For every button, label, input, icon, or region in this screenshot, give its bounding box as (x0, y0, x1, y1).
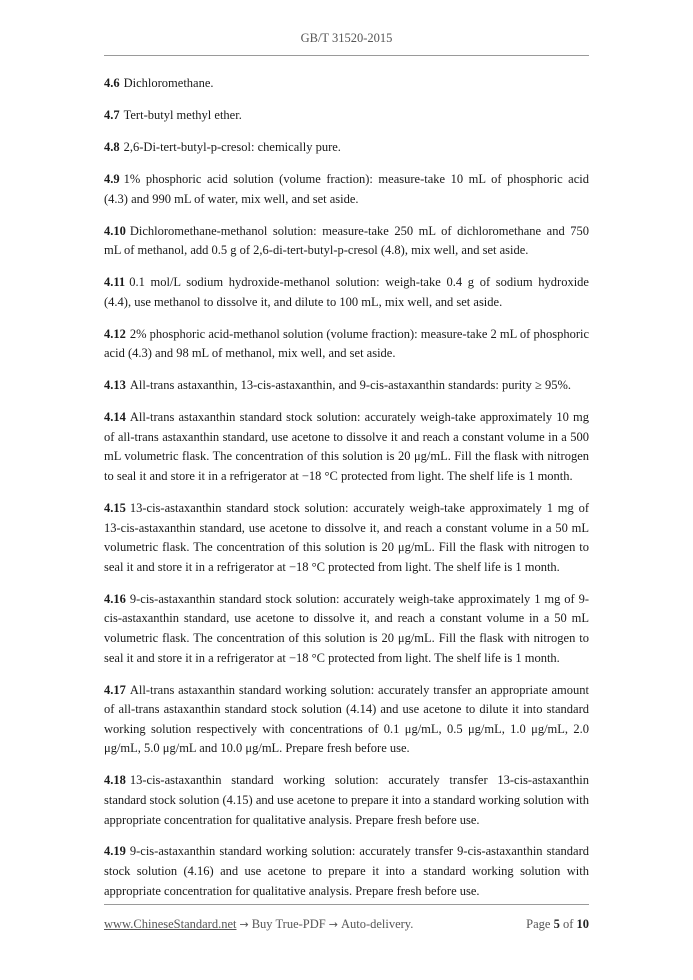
page-current: 5 (553, 917, 560, 931)
clause-number: 4.11 (104, 275, 126, 290)
clause-number: 4.15 (104, 501, 126, 516)
page-label: Page (526, 917, 551, 931)
clause-4-9 (104, 170, 589, 209)
clause-text: 13-cis-astaxanthin standard stock solution: accurately weigh-take approximately 1 mg of 13-cis-astaxanthin standard, use acetone to dissolve it, and reach a constant volume in a 50 mL volumetric flask. The concentration of this solution is 20 μg/mL. Fill the flask with nitrogen to seal it and store it in a refrigerator at −18 °C protected from light. The shelf life is 1 month. (104, 501, 589, 574)
clause-4-8 (104, 138, 589, 158)
clause-number: 4.16 (104, 591, 126, 606)
clause-4-14 (104, 408, 589, 486)
clause-number: 4.8 (104, 139, 120, 154)
clause-number: 4.13 (104, 378, 126, 393)
clause-number: 4.17 (104, 682, 126, 697)
clause-4-11 (104, 273, 589, 312)
footer-divider (104, 904, 589, 905)
page-indicator (526, 917, 589, 932)
clause-4-12 (104, 325, 589, 364)
header-divider (104, 55, 589, 56)
clause-text: Tert-butyl methyl ether. (123, 107, 242, 122)
clause-4-19 (104, 842, 589, 901)
clause-text: 2,6-Di-tert-butyl-p-cresol: chemically pure. (123, 139, 341, 154)
clause-number: 4.12 (104, 326, 126, 341)
clause-text: 2% phosphoric acid-methanol solution (volume fraction): measure-take 2 mL of phosphoric acid (4.3) and 98 mL of methanol, mix well, and set aside. (104, 326, 590, 361)
footer-links (104, 917, 413, 932)
clause-text: 13-cis-astaxanthin standard working solution: accurately transfer 13-cis-astaxanthin standard stock solution (4.15) and use acetone to prepare it into a standard working solution with appropriate concentration for qualitative analysis. Prepare fresh before use. (104, 773, 589, 827)
arrow-right-icon: → (328, 918, 338, 931)
clause-text: 0.1 mol/L sodium hydroxide-methanol solution: weigh-take 0.4 g of sodium hydroxide (4.4), use methanol to dissolve it, and dilute to 100 mL, mix well, and set aside. (104, 275, 589, 309)
clause-number: 4.7 (104, 107, 120, 122)
buy-pdf-link[interactable]: Buy True-PDF (251, 917, 326, 931)
clause-text: All-trans astaxanthin, 13-cis-astaxanthin, and 9-cis-astaxanthin standards: purity ≥ 95%. (129, 378, 572, 393)
clause-4-18 (104, 771, 589, 830)
auto-delivery-text: Auto-delivery. (340, 917, 414, 931)
document-body (104, 74, 589, 914)
clause-4-10 (104, 222, 589, 261)
clause-text: All-trans astaxanthin standard working solution: accurately transfer an appropriate amount of all-trans astaxanthin standard stock solution (4.14) and use acetone to dilute it into standard working solution respectively with concentrations of 0.1 μg/mL, 0.5 μg/mL, 1.0 μg/mL, 2.0 μg/mL, 5.0 μg/mL and 10.0 μg/mL. Prepare fresh before use. (104, 682, 589, 756)
clause-4-7 (104, 106, 589, 126)
clause-4-17 (104, 681, 589, 759)
clause-number: 4.14 (104, 410, 126, 425)
clause-text: 9-cis-astaxanthin standard working solution: accurately transfer 9-cis-astaxanthin standard stock solution (4.16) and use acetone to prepare it into a standard working solution with appropriate concentration for qualitative analysis. Prepare fresh before use. (104, 844, 589, 898)
clause-4-6 (104, 74, 589, 94)
clause-text: 1% phosphoric acid solution (volume fraction): measure-take 10 mL of phosphoric acid (4.3) and 990 mL of water, mix well, and set aside. (104, 171, 589, 206)
page-header-standard-code: GB/T 31520-2015 (300, 31, 393, 45)
clause-text: Dichloromethane. (123, 76, 214, 90)
clause-number: 4.6 (104, 76, 120, 90)
page-total: 10 (576, 917, 589, 931)
clause-number: 4.18 (104, 773, 126, 788)
clause-number: 4.19 (104, 844, 126, 859)
clause-text: Dichloromethane-methanol solution: measure-take 250 mL of dichloromethane and 750 mL of methanol, add 0.5 g of 2,6-di-tert-butyl-p-cresol (4.8), mix well, and set aside. (104, 223, 589, 258)
clause-number: 4.10 (104, 223, 126, 238)
clause-4-13 (104, 376, 589, 396)
clause-number: 4.9 (104, 171, 120, 186)
site-link[interactable]: www.ChineseStandard.net (104, 917, 237, 931)
arrow-right-icon: → (239, 918, 249, 931)
clause-4-15 (104, 499, 589, 577)
clause-4-16 (104, 590, 589, 668)
clause-text: All-trans astaxanthin standard stock solution: accurately weigh-take approximately 10 mg of all-trans astaxanthin standard, use acetone to dissolve it and reach a constant volume in a 500 mL volumetric flask. The concentration of this solution is 20 μg/mL. Fill the flask with nitrogen to seal it and store it in a refrigerator at −18 °C protected from light. The shelf life is 1 month. (104, 410, 589, 484)
clause-text: 9-cis-astaxanthin standard stock solution: accurately weigh-take approximately 1 mg of 9-cis-astaxanthin standard, use acetone to dissolve it, and reach a constant volume in a 50 mL volumetric flask. The concentration of this solution is 20 μg/mL. Fill the flask with nitrogen to seal it and store it in a refrigerator at −18 °C protected from light. The shelf life is 1 month. (104, 591, 589, 665)
page-of-label: of (562, 917, 574, 931)
